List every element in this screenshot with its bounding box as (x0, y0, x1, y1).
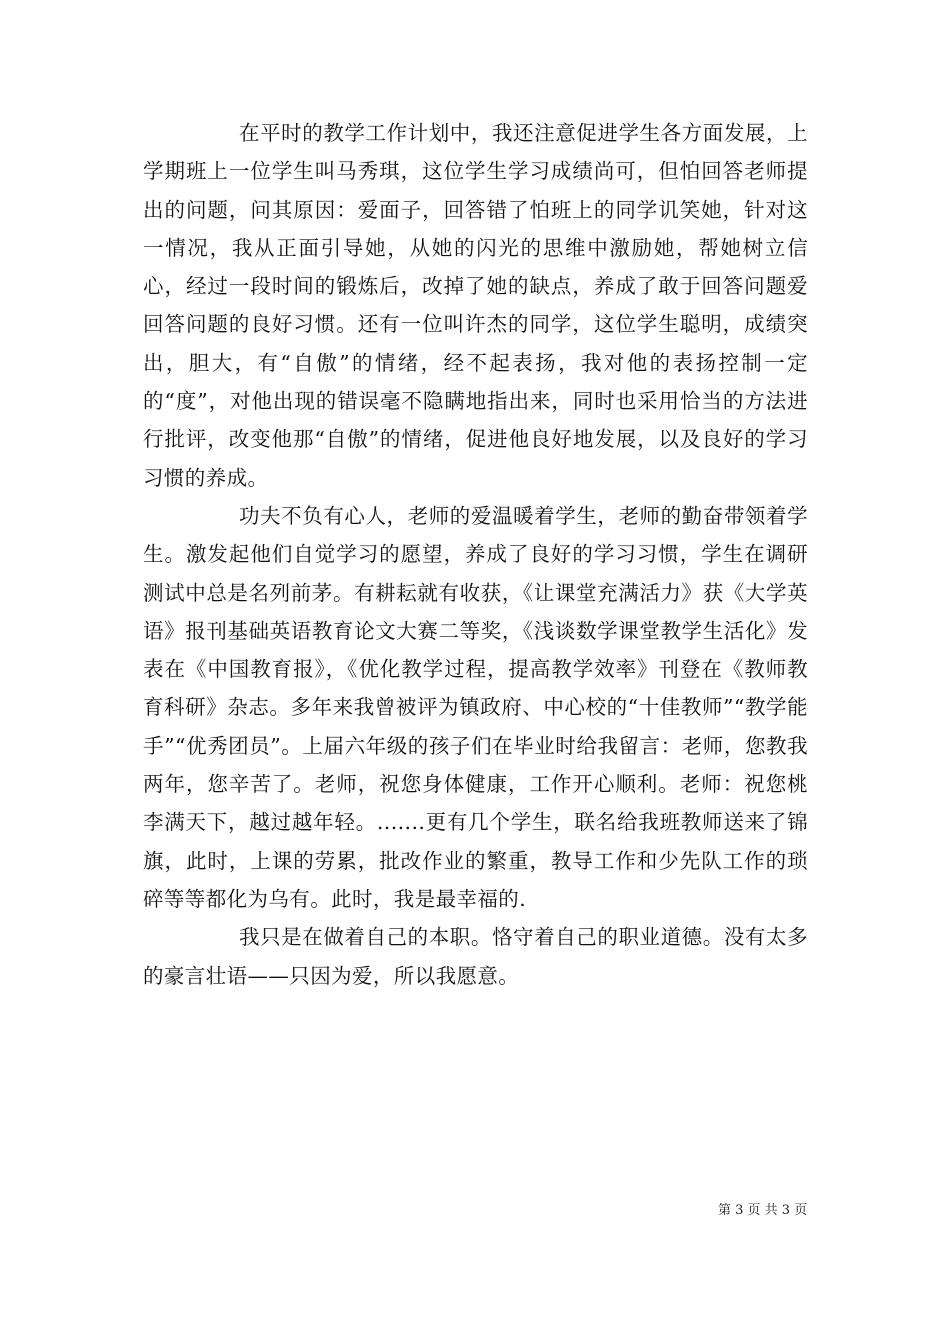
page-number-footer: 第 3 页 共 3 页 (718, 1203, 808, 1218)
paragraph-1: 在平时的教学工作计划中，我还注意促进学生各方面发展，上学期班上一位学生叫马秀琪，这位学生学习成绩尚可，但怕回答老师提出的问题，问其原因：爱面子，回答错了怕班上的同学讥笑她，针对这一情况，我从正面引导她，从她的闪光的思维中激励她，帮她树立信心，经过一段时间的锻炼后，改掉了她的缺点，养成了敢于回答问题爱回答问题的良好习惯。还有一位叫许杰的同学，这位学生聪明，成绩突出，胆大，有“自傲”的情绪，经不起表扬，我对他的表扬控制一定的“度”，对他出现的错误毫不隐瞒地指出来，同时也采用恰当的方法进行批评，改变他那“自傲”的情绪，促进他良好地发展，以及良好的学习习惯的养成。 (143, 121, 808, 490)
document-body (143, 114, 808, 995)
paragraph-2: 功夫不负有心人，老师的爱温暖着学生，老师的勤奋带领着学生。激发起他们自觉学习的愿望，养成了良好的学习习惯，学生在调研测试中总是名列前茅。有耕耘就有收获，《让课堂充满活力》获《大学英语》报刊基础英语教育论文大赛二等奖，《浅谈数学课堂教学生活化》发表在《中国教育报》，《优化教学过程，提高教学效率》刊登在《教师教育科研》杂志。多年来我曾被评为镇政府、中心校的“十佳教师”“教学能手”“优秀团员”。上届六年级的孩子们在毕业时给我留言：老师，您教我两年，您辛苦了。老师，祝您身体健康，工作开心顺利。老师：祝您桃李满天下，越过越年轻。.......更有几个学生，联名给我班教师送来了锦旗，此时，上课的劳累，批改作业的繁重，教导工作和少先队工作的琐碎等等都化为乌有。此时，我是最幸福的. (143, 503, 808, 911)
paragraph-3: 我只是在做着自己的本职。恪守着自己的职业道德。没有太多的豪言壮语——只因为爱，所以我愿意。 (143, 925, 808, 988)
